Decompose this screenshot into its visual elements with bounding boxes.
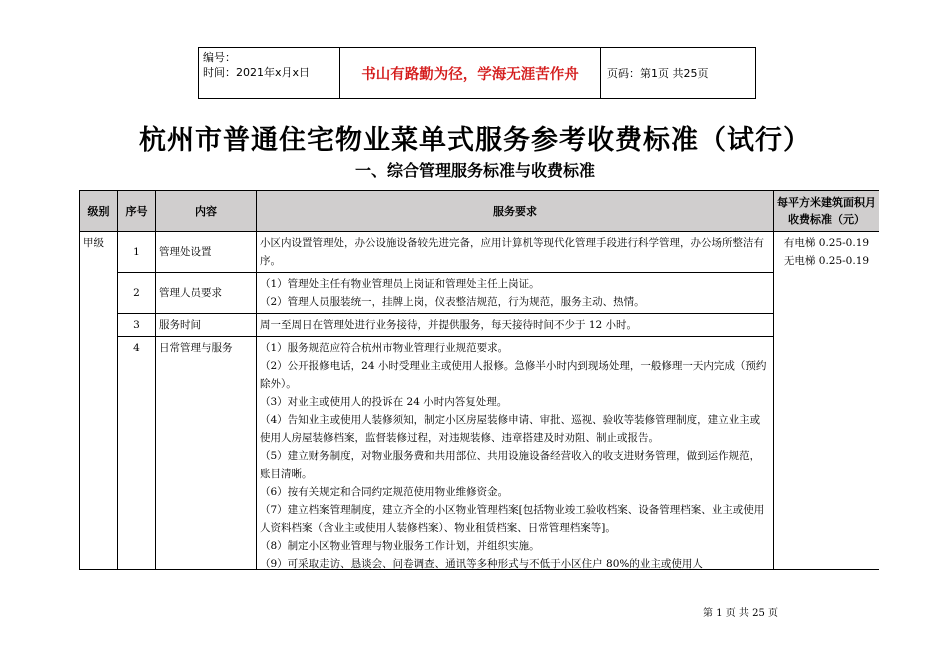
seq-cell: 4: [118, 337, 156, 571]
header-level: 级别: [80, 191, 118, 232]
header-meta: [199, 48, 340, 98]
header-content: 内容: [156, 191, 257, 232]
requirement-line: 周一至周日在管理处进行业务接待，并提供服务，每天接待时间不少于 12 小时。: [260, 319, 638, 331]
fee-line-elevator: 有电梯 0.25-0.19: [783, 237, 870, 249]
page-label: 页码：第1页 共25页: [607, 67, 709, 80]
document-title: 杭州市普通住宅物业菜单式服务参考收费标准（试行）: [139, 125, 811, 156]
requirement-cell: [257, 314, 774, 337]
requirement-line: （9）可采取走访、恳谈会、问卷调查、通讯等多种形式与不低于小区住户 80%的业主或使用人: [260, 558, 703, 570]
content-cell: 日常管理与服务: [156, 337, 257, 571]
requirement-line: （1）服务规范应符合杭州市物业管理行业规范要求。: [260, 342, 509, 354]
seq-cell: 2: [118, 273, 156, 314]
header-fee: 每平方米建筑面积月收费标准（元）: [774, 191, 880, 232]
fee-table: [79, 190, 879, 570]
requirement-line: 小区内设置管理处，办公设施设备较先进完备，应用计算机等现代化管理手段进行科学管理，办公场所整洁有序。: [260, 237, 764, 267]
table-row: [80, 273, 880, 314]
table-row: [80, 232, 880, 273]
requirement-line: （1）管理处主任有物业管理员上岗证和管理处主任上岗证。: [260, 278, 540, 290]
fee-line-no-elevator: 无电梯 0.25-0.19: [783, 255, 870, 267]
seq-cell: 3: [118, 314, 156, 337]
requirement-line: （2）公开报修电话，24 小时受理业主或使用人报修。急修半小时内到现场处理，一般修理一天内完成（预约除外）。: [260, 360, 767, 390]
requirement-line: （5）建立财务制度，对物业服务费和共用部位、共用设施设备经营收入的收支进财务管理，做到运作规范，账目清晰。: [260, 450, 761, 480]
requirement-cell: [257, 273, 774, 314]
header-requirement: 服务要求: [257, 191, 774, 232]
requirement-cell: [257, 232, 774, 273]
requirement-line: （2）管理人员服装统一，挂牌上岗，仪表整洁规范，行为规范，服务主动、热情。: [260, 296, 645, 308]
requirement-line: （6）按有关规定和合同约定规范使用物业维修资金。: [260, 486, 509, 498]
page-footer: 第 1 页 共 25 页: [703, 608, 778, 619]
requirement-line: （4）告知业主或使用人装修须知，制定小区房屋装修申请、审批、巡视、验收等装修管理制度，建立业主或使用人房屋装修档案，监督装修过程，对违规装修、违章搭建及时劝阻、制止或报告。: [260, 414, 761, 444]
motto: 书山有路勤为径，学海无涯苦作舟: [340, 48, 601, 98]
requirement-line: （7）建立档案管理制度，建立齐全的小区物业管理档案[包括物业竣工验收档案、设备管理档案、业主或使用人资料档案（含业主或使用人装修档案）、物业租赁档案、日常管理档案等]。: [260, 504, 765, 534]
section-subtitle: 一、综合管理服务标准与收费标准: [354, 161, 595, 180]
seq-cell: 1: [118, 232, 156, 273]
requirement-line: （3）对业主或使用人的投诉在 24 小时内答复处理。: [260, 396, 508, 408]
content-cell: 管理处设置: [156, 232, 257, 273]
requirement-cell: [257, 337, 774, 571]
table-row: [80, 314, 880, 337]
fee-table-container: [79, 190, 879, 570]
number-label: 编号：: [203, 51, 236, 64]
document-header-box: [198, 47, 756, 99]
content-cell: 服务时间: [156, 314, 257, 337]
level-cell: 甲级: [80, 232, 118, 571]
fee-cell: [774, 232, 880, 571]
table-header-row: [80, 191, 880, 232]
table-row: [80, 337, 880, 571]
requirement-line: （8）制定小区物业管理与物业服务工作计划，并组织实施。: [260, 540, 540, 552]
header-seq: 序号: [118, 191, 156, 232]
content-cell: 管理人员要求: [156, 273, 257, 314]
time-label: 时间：2021年x月x日: [203, 66, 311, 79]
